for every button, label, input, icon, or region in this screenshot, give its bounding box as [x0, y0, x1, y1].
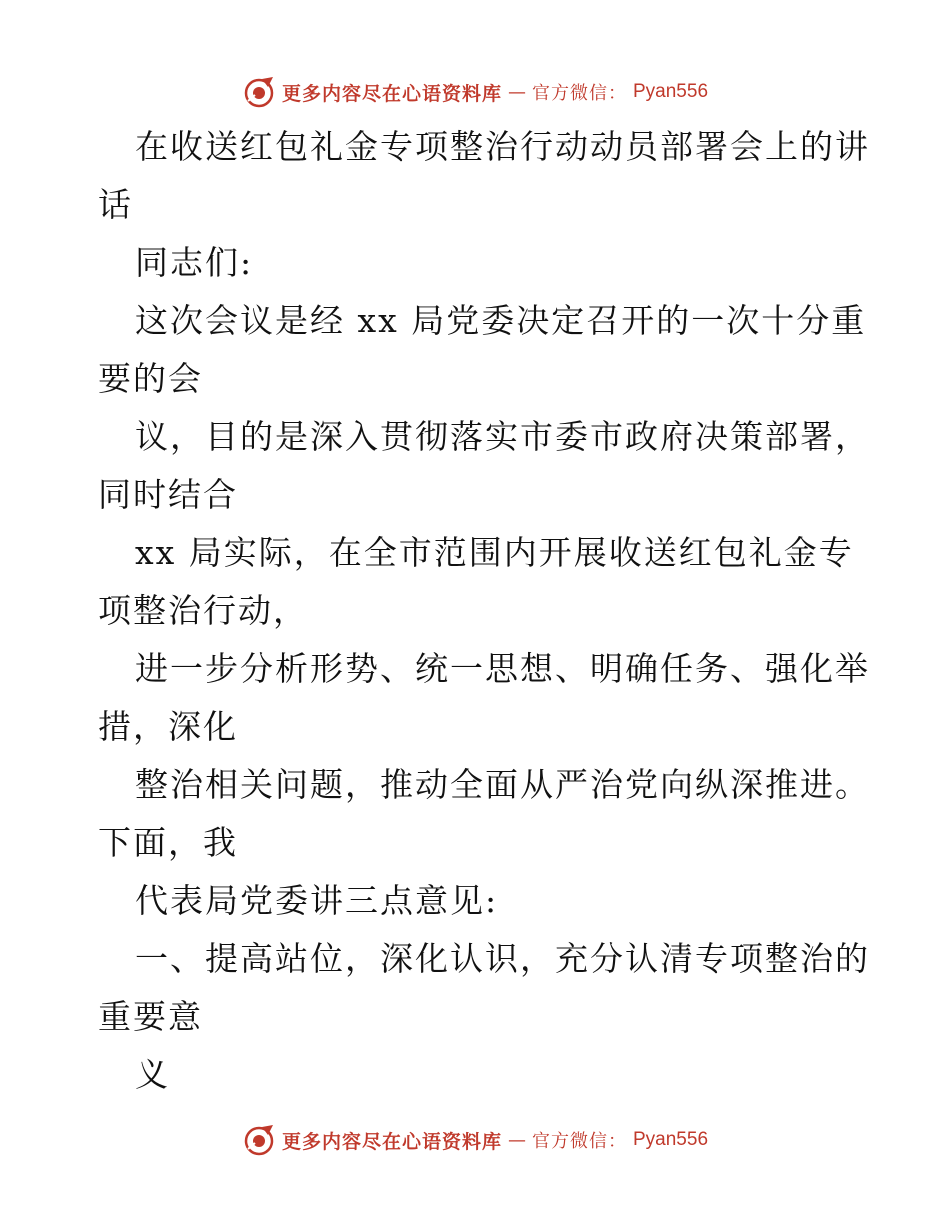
doc-section-heading-line-2: 重要意	[98, 997, 203, 1036]
banner-separator: —	[508, 81, 526, 103]
pen-circle-logo-icon	[242, 1123, 276, 1157]
banner-wechat-id: Pyan556	[633, 81, 709, 102]
doc-paragraph-line: 下面，我	[98, 823, 238, 862]
doc-paragraph-line: 同时结合	[98, 475, 238, 514]
doc-title-line-2: 话	[98, 185, 133, 224]
banner-brand-text: 更多内容尽在心语资料库	[281, 1130, 502, 1153]
doc-section-heading-line-1: 一、提高站位，深化认识，充分认清专项整治的	[135, 939, 870, 978]
doc-paragraph-line: 要的会	[98, 359, 203, 398]
doc-salutation: 同志们:	[135, 243, 254, 282]
doc-paragraph-line: xx 局实际，在全市范围内开展收送红包礼金专	[135, 533, 854, 572]
header-banner	[0, 72, 950, 112]
doc-paragraph-line: 措，深化	[98, 707, 238, 746]
banner-wechat-label: 官方微信：	[532, 1131, 627, 1152]
pen-circle-logo-icon	[242, 75, 276, 109]
doc-paragraph-line: 议，目的是深入贯彻落实市委市政府决策部署，	[135, 417, 870, 456]
banner-wechat-id: Pyan556	[633, 1129, 709, 1150]
banner-separator: —	[508, 1129, 526, 1151]
banner-brand-text: 更多内容尽在心语资料库	[281, 82, 502, 105]
doc-paragraph-line: 代表局党委讲三点意见:	[135, 881, 499, 920]
doc-paragraph-line: 整治相关问题，推动全面从严治党向纵深推进。	[135, 765, 870, 804]
doc-title-line-1: 在收送红包礼金专项整治行动动员部署会上的讲	[135, 127, 870, 166]
doc-section-heading-line-3: 义	[135, 1055, 170, 1094]
document-body	[98, 118, 870, 1104]
doc-paragraph-line: 这次会议是经 xx 局党委决定召开的一次十分重	[135, 301, 867, 340]
banner-wechat-label: 官方微信：	[532, 83, 627, 104]
footer-banner	[0, 1120, 950, 1160]
doc-paragraph-line: 项整治行动，	[98, 591, 308, 630]
doc-paragraph-line: 进一步分析形势、统一思想、明确任务、强化举	[135, 649, 870, 688]
